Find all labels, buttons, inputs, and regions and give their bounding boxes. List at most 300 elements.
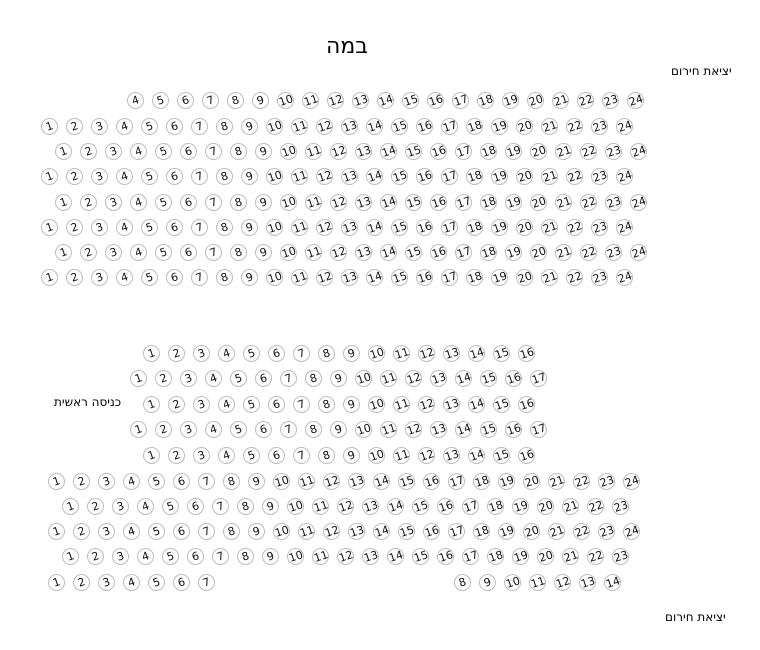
seat-lower-row-9-seat-16[interactable]	[437, 548, 454, 565]
seat-lower-row-2-seat-6[interactable]	[255, 370, 272, 387]
seat-upper-row-7-seat-24[interactable]	[630, 244, 647, 261]
seat-lower-row-8-seat-22[interactable]	[573, 523, 590, 540]
seat-lower-row-6-seat-3[interactable]	[98, 473, 115, 490]
seat-upper-row-8-seat-11[interactable]	[291, 269, 308, 286]
seat-upper-row-5-seat-14[interactable]	[380, 194, 397, 211]
seat-upper-row-8-seat-10[interactable]	[266, 269, 283, 286]
seat-lower-row-10-seat-7[interactable]	[198, 574, 215, 591]
seat-lower-row-7-seat-22[interactable]	[587, 498, 604, 515]
seat-upper-row-7-seat-9[interactable]	[255, 244, 272, 261]
seat-upper-row-3-seat-18[interactable]	[480, 143, 497, 160]
seat-lower-row-1-seat-8[interactable]	[318, 345, 335, 362]
seat-upper-row-1-seat-24[interactable]	[627, 92, 644, 109]
seat-upper-row-8-seat-18[interactable]	[466, 269, 483, 286]
seat-lower-row-9-seat-1[interactable]	[62, 548, 79, 565]
seat-lower-row-9-seat-5[interactable]	[162, 548, 179, 565]
seat-lower-row-8-seat-2[interactable]	[73, 523, 90, 540]
seat-upper-row-3-seat-14[interactable]	[380, 143, 397, 160]
seat-lower-row-10-seat-2[interactable]	[73, 574, 90, 591]
seat-lower-row-4-seat-4[interactable]	[205, 421, 222, 438]
seat-lower-row-5-seat-16[interactable]	[518, 447, 535, 464]
seat-upper-row-2-seat-6[interactable]	[166, 118, 183, 135]
seat-lower-row-10-seat-14[interactable]	[604, 574, 621, 591]
seat-lower-row-10-seat-12[interactable]	[554, 574, 571, 591]
seat-upper-row-8-seat-23[interactable]	[591, 269, 608, 286]
seat-upper-row-8-seat-1[interactable]	[41, 269, 58, 286]
seat-upper-row-4-seat-7[interactable]	[191, 168, 208, 185]
seat-lower-row-6-seat-13[interactable]	[348, 473, 365, 490]
seat-upper-row-4-seat-24[interactable]	[616, 168, 633, 185]
seat-lower-row-6-seat-7[interactable]	[198, 473, 215, 490]
seat-upper-row-2-seat-3[interactable]	[91, 118, 108, 135]
seat-upper-row-6-seat-19[interactable]	[491, 219, 508, 236]
seat-lower-row-2-seat-8[interactable]	[305, 370, 322, 387]
seat-upper-row-1-seat-19[interactable]	[502, 92, 519, 109]
seat-lower-row-5-seat-6[interactable]	[268, 447, 285, 464]
seat-lower-row-5-seat-14[interactable]	[468, 447, 485, 464]
seat-upper-row-5-seat-10[interactable]	[280, 194, 297, 211]
seat-lower-row-9-seat-10[interactable]	[287, 548, 304, 565]
seat-upper-row-3-seat-24[interactable]	[630, 143, 647, 160]
seat-upper-row-4-seat-1[interactable]	[41, 168, 58, 185]
seat-upper-row-4-seat-8[interactable]	[216, 168, 233, 185]
seat-upper-row-2-seat-5[interactable]	[141, 118, 158, 135]
seat-upper-row-8-seat-3[interactable]	[91, 269, 108, 286]
seat-lower-row-7-seat-1[interactable]	[62, 498, 79, 515]
seat-lower-row-3-seat-5[interactable]	[243, 396, 260, 413]
seat-upper-row-2-seat-10[interactable]	[266, 118, 283, 135]
seat-upper-row-6-seat-17[interactable]	[441, 219, 458, 236]
seat-upper-row-5-seat-16[interactable]	[430, 194, 447, 211]
seat-upper-row-4-seat-23[interactable]	[591, 168, 608, 185]
seat-upper-row-4-seat-12[interactable]	[316, 168, 333, 185]
seat-upper-row-1-seat-4[interactable]	[127, 92, 144, 109]
seat-lower-row-7-seat-16[interactable]	[437, 498, 454, 515]
seat-upper-row-6-seat-9[interactable]	[241, 219, 258, 236]
seat-lower-row-3-seat-7[interactable]	[293, 396, 310, 413]
seat-lower-row-9-seat-2[interactable]	[87, 548, 104, 565]
seat-upper-row-6-seat-20[interactable]	[516, 219, 533, 236]
seat-lower-row-9-seat-3[interactable]	[112, 548, 129, 565]
seat-lower-row-3-seat-16[interactable]	[518, 396, 535, 413]
seat-upper-row-2-seat-16[interactable]	[416, 118, 433, 135]
seat-lower-row-1-seat-2[interactable]	[168, 345, 185, 362]
seat-lower-row-6-seat-15[interactable]	[398, 473, 415, 490]
seat-upper-row-7-seat-2[interactable]	[80, 244, 97, 261]
seat-upper-row-5-seat-3[interactable]	[105, 194, 122, 211]
seat-upper-row-7-seat-3[interactable]	[105, 244, 122, 261]
seat-lower-row-4-seat-16[interactable]	[505, 421, 522, 438]
seat-upper-row-6-seat-5[interactable]	[141, 219, 158, 236]
seat-upper-row-7-seat-15[interactable]	[405, 244, 422, 261]
seat-lower-row-7-seat-23[interactable]	[612, 498, 629, 515]
seat-upper-row-3-seat-15[interactable]	[405, 143, 422, 160]
seat-upper-row-3-seat-22[interactable]	[580, 143, 597, 160]
seat-upper-row-7-seat-4[interactable]	[130, 244, 147, 261]
seat-upper-row-8-seat-4[interactable]	[116, 269, 133, 286]
seat-lower-row-7-seat-3[interactable]	[112, 498, 129, 515]
seat-upper-row-6-seat-2[interactable]	[66, 219, 83, 236]
seat-upper-row-1-seat-21[interactable]	[552, 92, 569, 109]
seat-lower-row-3-seat-6[interactable]	[268, 396, 285, 413]
seat-lower-row-10-seat-6[interactable]	[173, 574, 190, 591]
seat-lower-row-4-seat-6[interactable]	[255, 421, 272, 438]
seat-upper-row-4-seat-17[interactable]	[441, 168, 458, 185]
seat-lower-row-1-seat-15[interactable]	[493, 345, 510, 362]
seat-lower-row-4-seat-10[interactable]	[355, 421, 372, 438]
seat-lower-row-1-seat-13[interactable]	[443, 345, 460, 362]
seat-upper-row-5-seat-21[interactable]	[555, 194, 572, 211]
seat-lower-row-3-seat-13[interactable]	[443, 396, 460, 413]
seat-lower-row-4-seat-7[interactable]	[280, 421, 297, 438]
seat-lower-row-5-seat-15[interactable]	[493, 447, 510, 464]
seat-lower-row-5-seat-1[interactable]	[143, 447, 160, 464]
seat-upper-row-5-seat-2[interactable]	[80, 194, 97, 211]
seat-upper-row-6-seat-4[interactable]	[116, 219, 133, 236]
seat-upper-row-3-seat-8[interactable]	[230, 143, 247, 160]
seat-lower-row-9-seat-21[interactable]	[562, 548, 579, 565]
seat-upper-row-5-seat-12[interactable]	[330, 194, 347, 211]
seat-upper-row-3-seat-4[interactable]	[130, 143, 147, 160]
seat-upper-row-3-seat-23[interactable]	[605, 143, 622, 160]
seat-upper-row-4-seat-5[interactable]	[141, 168, 158, 185]
seat-lower-row-1-seat-12[interactable]	[418, 345, 435, 362]
seat-lower-row-7-seat-2[interactable]	[87, 498, 104, 515]
seat-upper-row-2-seat-23[interactable]	[591, 118, 608, 135]
seat-lower-row-8-seat-6[interactable]	[173, 523, 190, 540]
seat-lower-row-8-seat-12[interactable]	[323, 523, 340, 540]
seat-lower-row-8-seat-8[interactable]	[223, 523, 240, 540]
seat-lower-row-8-seat-10[interactable]	[273, 523, 290, 540]
seat-lower-row-8-seat-15[interactable]	[398, 523, 415, 540]
seat-upper-row-5-seat-5[interactable]	[155, 194, 172, 211]
seat-upper-row-1-seat-22[interactable]	[577, 92, 594, 109]
seat-lower-row-4-seat-1[interactable]	[130, 421, 147, 438]
seat-upper-row-3-seat-7[interactable]	[205, 143, 222, 160]
seat-lower-row-8-seat-19[interactable]	[498, 523, 515, 540]
seat-lower-row-3-seat-1[interactable]	[143, 396, 160, 413]
seat-lower-row-10-seat-1[interactable]	[48, 574, 65, 591]
seat-upper-row-6-seat-1[interactable]	[41, 219, 58, 236]
seat-lower-row-9-seat-18[interactable]	[487, 548, 504, 565]
seat-upper-row-5-seat-1[interactable]	[55, 194, 72, 211]
seat-lower-row-6-seat-17[interactable]	[448, 473, 465, 490]
seat-lower-row-10-seat-9[interactable]	[479, 574, 496, 591]
seat-upper-row-5-seat-15[interactable]	[405, 194, 422, 211]
seat-lower-row-2-seat-12[interactable]	[405, 370, 422, 387]
seat-upper-row-1-seat-10[interactable]	[277, 92, 294, 109]
seat-upper-row-1-seat-8[interactable]	[227, 92, 244, 109]
seat-upper-row-7-seat-12[interactable]	[330, 244, 347, 261]
seat-lower-row-7-seat-8[interactable]	[237, 498, 254, 515]
seat-upper-row-7-seat-5[interactable]	[155, 244, 172, 261]
seat-upper-row-4-seat-22[interactable]	[566, 168, 583, 185]
seat-upper-row-8-seat-15[interactable]	[391, 269, 408, 286]
seat-upper-row-2-seat-19[interactable]	[491, 118, 508, 135]
seat-upper-row-5-seat-22[interactable]	[580, 194, 597, 211]
seat-upper-row-2-seat-12[interactable]	[316, 118, 333, 135]
seat-lower-row-5-seat-10[interactable]	[368, 447, 385, 464]
seat-lower-row-1-seat-5[interactable]	[243, 345, 260, 362]
seat-lower-row-4-seat-15[interactable]	[480, 421, 497, 438]
seat-upper-row-1-seat-6[interactable]	[177, 92, 194, 109]
seat-lower-row-6-seat-22[interactable]	[573, 473, 590, 490]
seat-lower-row-6-seat-9[interactable]	[248, 473, 265, 490]
seat-lower-row-1-seat-14[interactable]	[468, 345, 485, 362]
seat-upper-row-7-seat-16[interactable]	[430, 244, 447, 261]
seat-upper-row-6-seat-7[interactable]	[191, 219, 208, 236]
seat-upper-row-1-seat-5[interactable]	[152, 92, 169, 109]
seat-upper-row-4-seat-13[interactable]	[341, 168, 358, 185]
seat-upper-row-2-seat-7[interactable]	[191, 118, 208, 135]
seat-lower-row-7-seat-11[interactable]	[312, 498, 329, 515]
seat-upper-row-5-seat-24[interactable]	[630, 194, 647, 211]
seat-upper-row-6-seat-21[interactable]	[541, 219, 558, 236]
seat-lower-row-8-seat-14[interactable]	[373, 523, 390, 540]
seat-upper-row-4-seat-6[interactable]	[166, 168, 183, 185]
seat-lower-row-7-seat-7[interactable]	[212, 498, 229, 515]
seat-lower-row-2-seat-5[interactable]	[230, 370, 247, 387]
seat-lower-row-7-seat-15[interactable]	[412, 498, 429, 515]
seat-lower-row-2-seat-13[interactable]	[430, 370, 447, 387]
seat-upper-row-3-seat-17[interactable]	[455, 143, 472, 160]
seat-upper-row-3-seat-3[interactable]	[105, 143, 122, 160]
seat-lower-row-6-seat-10[interactable]	[273, 473, 290, 490]
seat-upper-row-6-seat-24[interactable]	[616, 219, 633, 236]
seat-lower-row-7-seat-14[interactable]	[387, 498, 404, 515]
seat-lower-row-6-seat-19[interactable]	[498, 473, 515, 490]
seat-upper-row-8-seat-12[interactable]	[316, 269, 333, 286]
seat-lower-row-9-seat-14[interactable]	[387, 548, 404, 565]
seat-upper-row-7-seat-10[interactable]	[280, 244, 297, 261]
seat-lower-row-4-seat-8[interactable]	[305, 421, 322, 438]
seat-lower-row-9-seat-19[interactable]	[512, 548, 529, 565]
seat-lower-row-10-seat-11[interactable]	[529, 574, 546, 591]
seat-lower-row-10-seat-4[interactable]	[123, 574, 140, 591]
seat-lower-row-7-seat-9[interactable]	[262, 498, 279, 515]
seat-upper-row-8-seat-7[interactable]	[191, 269, 208, 286]
seat-lower-row-3-seat-10[interactable]	[368, 396, 385, 413]
seat-lower-row-5-seat-13[interactable]	[443, 447, 460, 464]
seat-upper-row-2-seat-2[interactable]	[66, 118, 83, 135]
seat-lower-row-9-seat-8[interactable]	[237, 548, 254, 565]
seat-upper-row-2-seat-13[interactable]	[341, 118, 358, 135]
seat-upper-row-8-seat-6[interactable]	[166, 269, 183, 286]
seat-lower-row-8-seat-20[interactable]	[523, 523, 540, 540]
seat-lower-row-4-seat-9[interactable]	[330, 421, 347, 438]
seat-lower-row-6-seat-2[interactable]	[73, 473, 90, 490]
seat-upper-row-1-seat-23[interactable]	[602, 92, 619, 109]
seat-upper-row-4-seat-2[interactable]	[66, 168, 83, 185]
seat-lower-row-1-seat-3[interactable]	[193, 345, 210, 362]
seat-lower-row-2-seat-14[interactable]	[455, 370, 472, 387]
seat-lower-row-10-seat-5[interactable]	[148, 574, 165, 591]
seat-lower-row-2-seat-17[interactable]	[530, 370, 547, 387]
seat-upper-row-3-seat-1[interactable]	[55, 143, 72, 160]
seat-upper-row-7-seat-18[interactable]	[480, 244, 497, 261]
seat-upper-row-7-seat-21[interactable]	[555, 244, 572, 261]
seat-lower-row-7-seat-21[interactable]	[562, 498, 579, 515]
seat-lower-row-2-seat-15[interactable]	[480, 370, 497, 387]
seat-upper-row-6-seat-16[interactable]	[416, 219, 433, 236]
seat-lower-row-1-seat-7[interactable]	[293, 345, 310, 362]
seat-upper-row-6-seat-14[interactable]	[366, 219, 383, 236]
seat-lower-row-9-seat-12[interactable]	[337, 548, 354, 565]
seat-lower-row-10-seat-8[interactable]	[454, 574, 471, 591]
seat-lower-row-3-seat-11[interactable]	[393, 396, 410, 413]
seat-upper-row-8-seat-9[interactable]	[241, 269, 258, 286]
seat-lower-row-8-seat-13[interactable]	[348, 523, 365, 540]
seat-upper-row-1-seat-17[interactable]	[452, 92, 469, 109]
seat-lower-row-6-seat-16[interactable]	[423, 473, 440, 490]
seat-upper-row-1-seat-14[interactable]	[377, 92, 394, 109]
seat-lower-row-4-seat-14[interactable]	[455, 421, 472, 438]
seat-upper-row-1-seat-20[interactable]	[527, 92, 544, 109]
seat-upper-row-7-seat-6[interactable]	[180, 244, 197, 261]
seat-lower-row-1-seat-11[interactable]	[393, 345, 410, 362]
seat-upper-row-1-seat-16[interactable]	[427, 92, 444, 109]
seat-lower-row-7-seat-17[interactable]	[462, 498, 479, 515]
seat-lower-row-6-seat-23[interactable]	[598, 473, 615, 490]
seat-lower-row-8-seat-24[interactable]	[623, 523, 640, 540]
seat-upper-row-4-seat-20[interactable]	[516, 168, 533, 185]
seat-lower-row-3-seat-15[interactable]	[493, 396, 510, 413]
seat-upper-row-4-seat-11[interactable]	[291, 168, 308, 185]
seat-upper-row-3-seat-10[interactable]	[280, 143, 297, 160]
seat-lower-row-8-seat-3[interactable]	[98, 523, 115, 540]
seat-lower-row-8-seat-4[interactable]	[123, 523, 140, 540]
seat-upper-row-6-seat-10[interactable]	[266, 219, 283, 236]
seat-upper-row-3-seat-2[interactable]	[80, 143, 97, 160]
seat-upper-row-8-seat-21[interactable]	[541, 269, 558, 286]
seat-upper-row-7-seat-1[interactable]	[55, 244, 72, 261]
seat-lower-row-8-seat-23[interactable]	[598, 523, 615, 540]
seat-lower-row-6-seat-5[interactable]	[148, 473, 165, 490]
seat-lower-row-4-seat-5[interactable]	[230, 421, 247, 438]
seat-lower-row-9-seat-20[interactable]	[537, 548, 554, 565]
seat-lower-row-7-seat-20[interactable]	[537, 498, 554, 515]
seat-upper-row-4-seat-18[interactable]	[466, 168, 483, 185]
seat-lower-row-4-seat-13[interactable]	[430, 421, 447, 438]
seat-upper-row-6-seat-3[interactable]	[91, 219, 108, 236]
seat-upper-row-7-seat-17[interactable]	[455, 244, 472, 261]
seat-upper-row-6-seat-18[interactable]	[466, 219, 483, 236]
seat-lower-row-8-seat-17[interactable]	[448, 523, 465, 540]
seat-lower-row-2-seat-2[interactable]	[155, 370, 172, 387]
seat-upper-row-1-seat-13[interactable]	[352, 92, 369, 109]
seat-upper-row-5-seat-23[interactable]	[605, 194, 622, 211]
seat-upper-row-6-seat-11[interactable]	[291, 219, 308, 236]
seat-upper-row-7-seat-23[interactable]	[605, 244, 622, 261]
seat-lower-row-7-seat-6[interactable]	[187, 498, 204, 515]
seat-lower-row-8-seat-18[interactable]	[473, 523, 490, 540]
seat-upper-row-5-seat-4[interactable]	[130, 194, 147, 211]
seat-upper-row-8-seat-24[interactable]	[616, 269, 633, 286]
seat-lower-row-9-seat-13[interactable]	[362, 548, 379, 565]
seat-upper-row-7-seat-7[interactable]	[205, 244, 222, 261]
seat-lower-row-5-seat-3[interactable]	[193, 447, 210, 464]
seat-upper-row-3-seat-9[interactable]	[255, 143, 272, 160]
seat-upper-row-7-seat-11[interactable]	[305, 244, 322, 261]
seat-upper-row-7-seat-22[interactable]	[580, 244, 597, 261]
seat-upper-row-3-seat-6[interactable]	[180, 143, 197, 160]
seat-lower-row-6-seat-14[interactable]	[373, 473, 390, 490]
seat-lower-row-7-seat-18[interactable]	[487, 498, 504, 515]
seat-lower-row-10-seat-10[interactable]	[504, 574, 521, 591]
seat-lower-row-1-seat-4[interactable]	[218, 345, 235, 362]
seat-upper-row-8-seat-19[interactable]	[491, 269, 508, 286]
seat-lower-row-5-seat-12[interactable]	[418, 447, 435, 464]
seat-lower-row-7-seat-5[interactable]	[162, 498, 179, 515]
seat-upper-row-2-seat-1[interactable]	[41, 118, 58, 135]
seat-upper-row-1-seat-11[interactable]	[302, 92, 319, 109]
seat-upper-row-2-seat-9[interactable]	[241, 118, 258, 135]
seat-upper-row-5-seat-8[interactable]	[230, 194, 247, 211]
seat-lower-row-2-seat-3[interactable]	[180, 370, 197, 387]
seat-lower-row-8-seat-5[interactable]	[148, 523, 165, 540]
seat-upper-row-7-seat-13[interactable]	[355, 244, 372, 261]
seat-lower-row-6-seat-6[interactable]	[173, 473, 190, 490]
seat-lower-row-3-seat-2[interactable]	[168, 396, 185, 413]
seat-lower-row-9-seat-11[interactable]	[312, 548, 329, 565]
seat-lower-row-2-seat-9[interactable]	[330, 370, 347, 387]
seat-lower-row-7-seat-13[interactable]	[362, 498, 379, 515]
seat-lower-row-9-seat-6[interactable]	[187, 548, 204, 565]
seat-upper-row-3-seat-20[interactable]	[530, 143, 547, 160]
seat-upper-row-5-seat-19[interactable]	[505, 194, 522, 211]
seat-upper-row-4-seat-3[interactable]	[91, 168, 108, 185]
seat-lower-row-2-seat-4[interactable]	[205, 370, 222, 387]
seat-lower-row-6-seat-18[interactable]	[473, 473, 490, 490]
seat-upper-row-5-seat-17[interactable]	[455, 194, 472, 211]
seat-upper-row-8-seat-22[interactable]	[566, 269, 583, 286]
seat-upper-row-8-seat-8[interactable]	[216, 269, 233, 286]
seat-lower-row-8-seat-7[interactable]	[198, 523, 215, 540]
seat-upper-row-2-seat-8[interactable]	[216, 118, 233, 135]
seat-lower-row-4-seat-12[interactable]	[405, 421, 422, 438]
seat-lower-row-2-seat-11[interactable]	[380, 370, 397, 387]
seat-lower-row-5-seat-7[interactable]	[293, 447, 310, 464]
seat-lower-row-2-seat-1[interactable]	[130, 370, 147, 387]
seat-lower-row-2-seat-16[interactable]	[505, 370, 522, 387]
seat-upper-row-2-seat-20[interactable]	[516, 118, 533, 135]
seat-upper-row-1-seat-18[interactable]	[477, 92, 494, 109]
seat-upper-row-7-seat-20[interactable]	[530, 244, 547, 261]
seat-upper-row-2-seat-4[interactable]	[116, 118, 133, 135]
seat-upper-row-4-seat-10[interactable]	[266, 168, 283, 185]
seat-upper-row-3-seat-21[interactable]	[555, 143, 572, 160]
seat-lower-row-2-seat-7[interactable]	[280, 370, 297, 387]
seat-lower-row-6-seat-20[interactable]	[523, 473, 540, 490]
seat-upper-row-8-seat-16[interactable]	[416, 269, 433, 286]
seat-lower-row-6-seat-8[interactable]	[223, 473, 240, 490]
seat-lower-row-5-seat-9[interactable]	[343, 447, 360, 464]
seat-lower-row-5-seat-2[interactable]	[168, 447, 185, 464]
seat-lower-row-10-seat-3[interactable]	[98, 574, 115, 591]
seat-upper-row-6-seat-8[interactable]	[216, 219, 233, 236]
seat-upper-row-7-seat-19[interactable]	[505, 244, 522, 261]
seat-lower-row-4-seat-11[interactable]	[380, 421, 397, 438]
seat-lower-row-8-seat-11[interactable]	[298, 523, 315, 540]
seat-lower-row-8-seat-9[interactable]	[248, 523, 265, 540]
seat-lower-row-3-seat-3[interactable]	[193, 396, 210, 413]
seat-lower-row-4-seat-2[interactable]	[155, 421, 172, 438]
seat-lower-row-6-seat-1[interactable]	[48, 473, 65, 490]
seat-upper-row-5-seat-13[interactable]	[355, 194, 372, 211]
seat-lower-row-9-seat-23[interactable]	[612, 548, 629, 565]
seat-upper-row-2-seat-21[interactable]	[541, 118, 558, 135]
seat-lower-row-1-seat-10[interactable]	[368, 345, 385, 362]
